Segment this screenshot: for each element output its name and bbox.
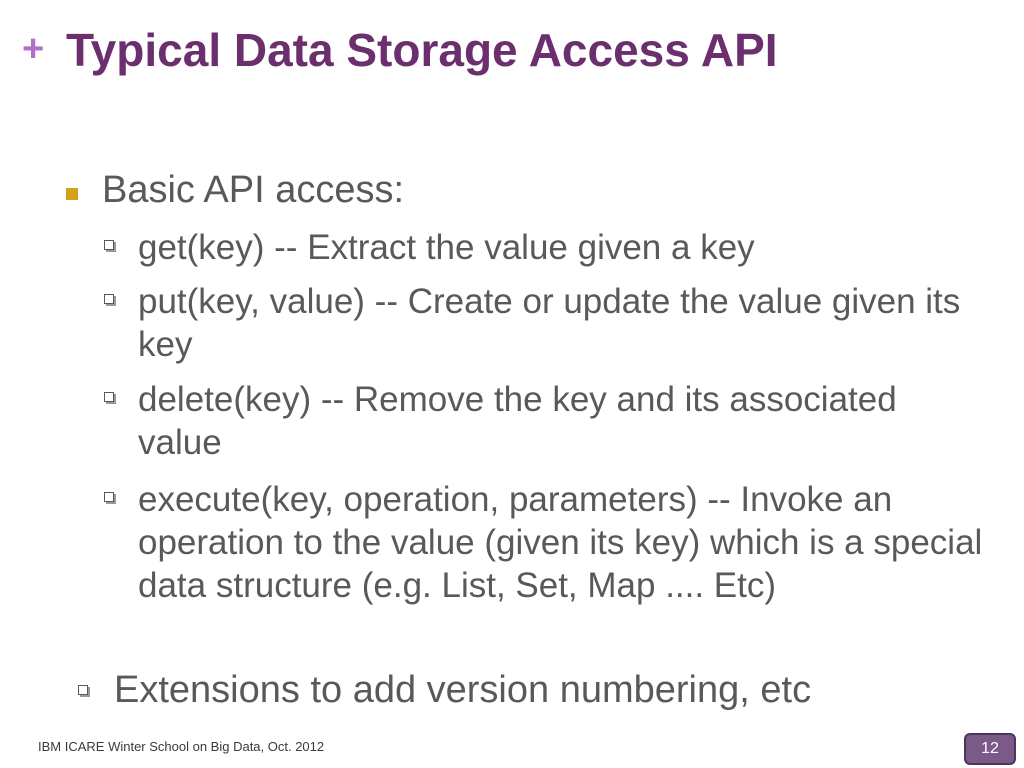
extension-bullet-text: Extensions to add version numbering, etc xyxy=(114,669,812,711)
footer-text: IBM ICARE Winter School on Big Data, Oct. 2012 xyxy=(38,739,325,754)
hollow-square-bullet-icon xyxy=(104,240,114,250)
plus-icon: + xyxy=(22,28,45,70)
slide-title: Typical Data Storage Access API xyxy=(66,24,778,76)
hollow-square-bullet-icon xyxy=(104,492,114,502)
hollow-square-bullet-icon xyxy=(104,294,114,304)
filled-square-bullet-icon xyxy=(66,188,78,200)
sub-bullet-text: execute(key, operation, parameters) -- Invoke an operation to the value (given its key) which is a special data structure (e.g. List, Set, Map .... Etc) xyxy=(138,480,983,605)
main-bullet-text: Basic API access: xyxy=(102,169,405,211)
sub-bullet-text: get(key) -- Extract the value given a key xyxy=(138,228,755,267)
sub-bullet-text: delete(key) -- Remove the key and its associated value xyxy=(138,380,897,462)
page-number-badge: 12 xyxy=(964,733,1016,765)
hollow-square-bullet-icon xyxy=(78,685,88,695)
hollow-square-bullet-icon xyxy=(104,392,114,402)
sub-bullet-text: put(key, value) -- Create or update the value given its key xyxy=(138,282,961,364)
